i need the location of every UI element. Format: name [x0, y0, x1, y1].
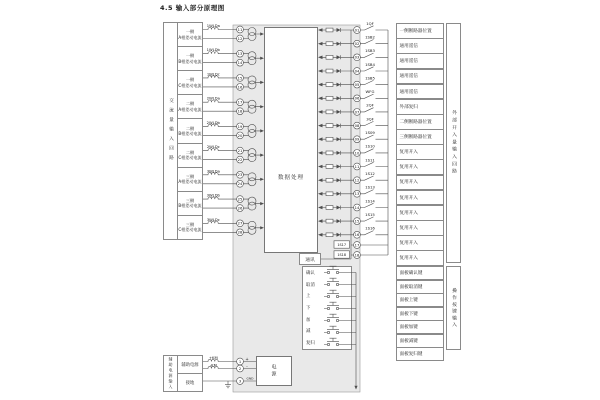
ac-group-label: 交流量输入回路 [164, 23, 178, 239]
terminal-number: 13 [354, 192, 360, 197]
terminal-number: 14 [354, 205, 360, 210]
ac-row-phase: C相差动电流 [178, 227, 202, 233]
gnd-label: GND [246, 376, 254, 381]
contact-label: 1SB2 [365, 34, 375, 40]
wire-label: 2WLDa [206, 96, 220, 101]
wire-label: 3WLDb [206, 193, 220, 198]
terminal-number: 08 [354, 124, 360, 128]
key-label: 减 [306, 329, 311, 335]
terminal-number: 02 [354, 42, 360, 47]
key-label: 确认 [306, 270, 315, 276]
terminal-number: 03 [354, 55, 360, 60]
terminal-number: 13 [237, 52, 243, 56]
ac-row-side: 三侧 [185, 197, 195, 203]
contact-label: WFG [365, 89, 375, 95]
terminal-number: 16 [237, 85, 243, 90]
power-row: 接地 [178, 373, 202, 391]
key-desc: 面板取消键 [396, 280, 444, 294]
terminal-number: 17 [354, 243, 360, 248]
wire-label: 3WLDc [206, 217, 220, 222]
terminal-number: 20 [237, 133, 243, 138]
ac-row-phase: A相差动电流 [178, 179, 202, 185]
key-label: 下 [306, 306, 311, 312]
ac-row-side: 二侧 [185, 101, 195, 107]
wire-label: 1WLDc [206, 72, 220, 77]
ac-row-side: 二侧 [185, 125, 195, 131]
terminal-number: 25 [237, 197, 243, 202]
ac-row-side: 一侧 [185, 53, 195, 59]
bi-contact-labels [365, 21, 375, 231]
key-label: 取消 [306, 282, 315, 288]
key-desc: 面板加键 [396, 320, 444, 334]
ac-terminals [237, 26, 244, 236]
ac-row-phase: B相差动电流 [178, 58, 202, 64]
contact-label: 1S14 [365, 198, 375, 204]
key-desc: 面板复归键 [396, 347, 444, 361]
terminal-number: 11 [237, 27, 243, 32]
terminal-number: 12 [354, 178, 360, 183]
bi-desc: 三侧断路器位置 [396, 129, 444, 145]
bi-terminals [354, 27, 361, 259]
ac-row-phase: C相差动电流 [178, 82, 202, 88]
contact-label: 1S13 [365, 184, 375, 190]
terminal-number: 15 [354, 219, 360, 224]
terminal-number: 24 [237, 182, 243, 187]
terminal-number: 12 [237, 36, 243, 41]
ac-ct-symbols [248, 28, 256, 235]
key-desc: 面板下键 [396, 307, 444, 321]
contact-label: 1S09 [365, 130, 375, 135]
wire-label: 2WLDb [206, 120, 220, 125]
bi-desc: 复用开入 [396, 235, 444, 251]
common-label: 1S18 [337, 252, 347, 257]
wire-label: 3WLDa [206, 169, 220, 174]
bi-desc: 一侧断路器位置 [396, 23, 444, 39]
key-label: 复归 [306, 341, 315, 347]
terminal-number: 01 [354, 28, 360, 33]
ac-row-phase: A相差动电流 [178, 106, 202, 112]
polarity-label: - [246, 363, 248, 369]
terminal-number: 2 [238, 366, 242, 371]
terminal-number: 05 [354, 83, 360, 87]
contact-label: 1SB5 [365, 75, 375, 81]
terminal-number: 11 [354, 164, 360, 169]
terminal-number: 19 [237, 124, 243, 129]
comm-block: 通讯 [299, 253, 321, 265]
bi-desc: 二侧断路器位置 [396, 114, 444, 130]
terminal-number: 09 [354, 137, 360, 142]
bi-common-labels [334, 241, 350, 258]
contact-label: 1QF [366, 20, 374, 26]
terminal-number: 10 [354, 151, 360, 156]
terminal-number: 07 [354, 110, 360, 115]
binary-input-group-label: 外部开入量输入回路 [446, 23, 461, 263]
terminal-number: 26 [237, 206, 243, 211]
key-desc: 面板减键 [396, 334, 444, 348]
power-wires [203, 356, 256, 388]
terminal-number: 16 [354, 233, 360, 238]
terminal-number: 14 [237, 61, 243, 65]
contact-label: 3QF [366, 116, 374, 122]
bi-desc: 通用遥信 [396, 53, 444, 69]
contact-label: 1S15 [365, 211, 375, 217]
key-label: 上 [306, 294, 311, 300]
terminal-number: 18 [354, 253, 360, 258]
terminal-number: 21 [237, 149, 243, 153]
ac-row-side: 一侧 [185, 77, 195, 83]
terminal-number: 1 [238, 359, 242, 364]
key-desc: 面板确认键 [396, 266, 444, 280]
ac-row-side: 三侧 [185, 222, 195, 228]
keys-group-label: 操作按键输入 [446, 266, 461, 350]
terminal-number: 17 [237, 100, 243, 105]
ac-row-phase: B相差动电流 [178, 203, 202, 209]
terminal-number: 18 [237, 109, 243, 114]
wire-label: 2WLDc [206, 145, 220, 150]
terminal-number: 04 [354, 69, 360, 74]
bi-desc: 复用开入 [396, 144, 444, 160]
wire-label: 1WLDa [206, 24, 220, 28]
bi-desc: 复用开入 [396, 175, 444, 191]
bi-desc: 复用开入 [396, 205, 444, 221]
keys-wires [324, 266, 358, 389]
wire-label: 1WLDb [206, 48, 220, 53]
power-supply-block: 电源 [256, 356, 292, 386]
bi-desc: 复用开入 [396, 250, 444, 266]
ac-row-side: 三侧 [185, 173, 195, 179]
terminal-number: 3 [238, 379, 242, 384]
terminal-number: 28 [237, 230, 243, 235]
contact-label: 1S11 [365, 157, 375, 163]
bi-wires [318, 26, 388, 259]
ac-row-side: 二侧 [185, 149, 195, 155]
bi-desc: 复用开入 [396, 190, 444, 206]
bi-desc: 复用开入 [396, 220, 444, 236]
contact-label: 1SB4 [365, 61, 375, 67]
wire-label: +KM [208, 355, 218, 360]
bi-desc: 通用遥信 [396, 84, 444, 100]
contact-label: 2QF [366, 102, 374, 108]
common-label: 1S17 [337, 242, 347, 247]
bi-desc: 通用遥信 [396, 69, 444, 85]
bi-desc: 通用遥信 [396, 38, 444, 54]
bi-desc: 外部复归 [396, 99, 444, 115]
contact-label: 1S16 [365, 225, 375, 231]
key-label: 加 [306, 317, 311, 323]
contact-label: 1S12 [365, 171, 375, 176]
ac-row-side: 一侧 [185, 29, 195, 35]
ac-row-phase: B相差动电流 [178, 130, 202, 136]
contact-label: 1SB3 [365, 48, 375, 54]
power-group-label: 辅助电源输入 [164, 356, 178, 391]
power-row: 辅助电源 [181, 362, 199, 368]
bi-desc: 复用开入 [396, 159, 444, 175]
terminal-number: 22 [237, 158, 243, 162]
contact-label: 1S10 [365, 143, 375, 149]
page-title: 4.5 输入部分原理图 [160, 4, 225, 12]
data-processing-label: 数据处理 [277, 175, 304, 181]
terminal-number: 15 [237, 76, 243, 81]
terminal-number: 23 [237, 173, 243, 178]
polarity-label: + [245, 356, 249, 362]
terminal-number: 27 [237, 221, 243, 226]
terminal-number: 06 [354, 96, 360, 101]
ac-row-phase: C相差动电流 [178, 155, 202, 161]
wire-label: -KM [209, 363, 217, 368]
key-desc: 面板上键 [396, 293, 444, 307]
ac-row-phase: A相差动电流 [178, 34, 202, 40]
